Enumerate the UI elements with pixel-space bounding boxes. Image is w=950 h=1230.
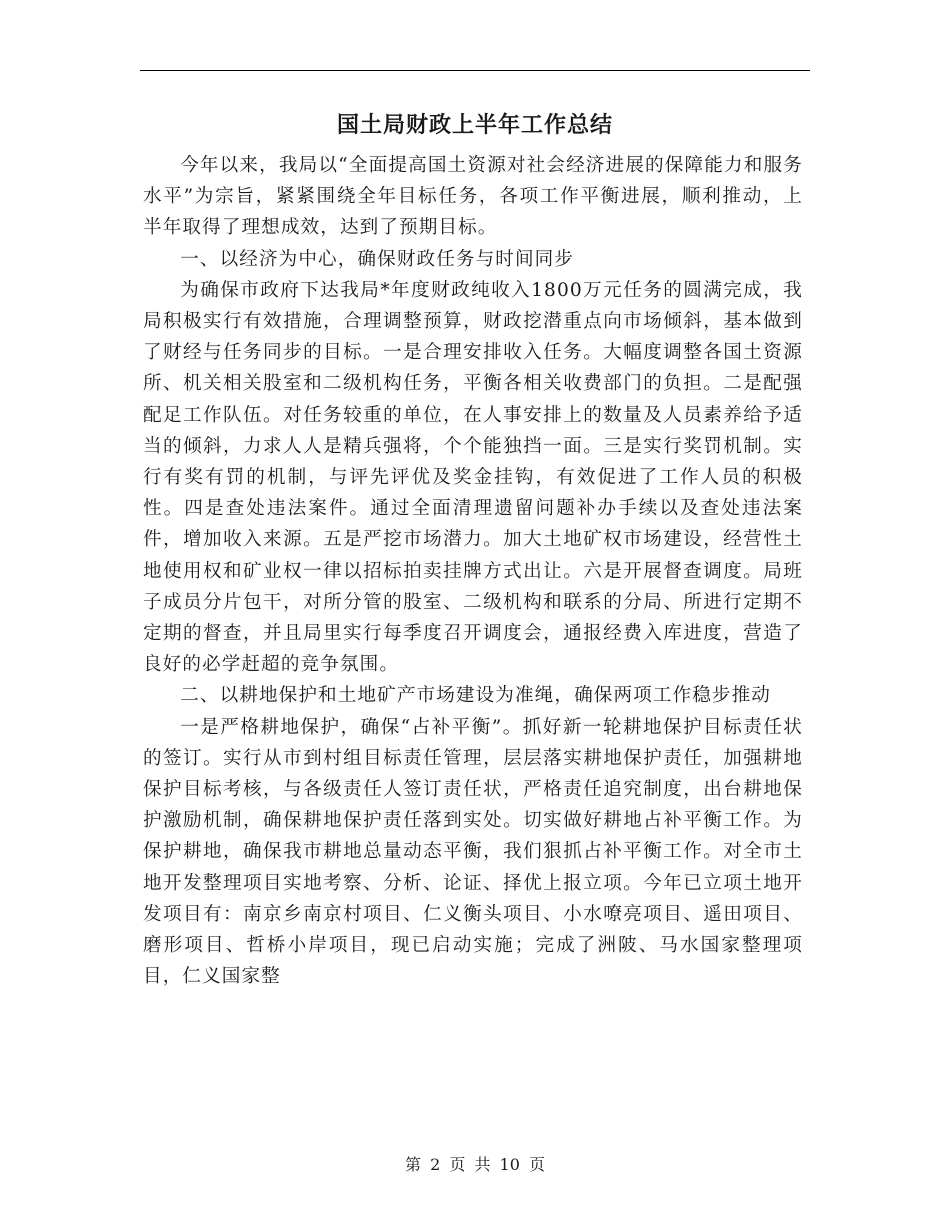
section-2-paragraph: 一是严格耕地保护，确保“占补平衡”。抓好新一轮耕地保护目标责任状的签订。实行从市到村组目标责任管理，层层落实耕地保护责任，加强耕地保护目标考核，与各级责任人签订责任状，严格责任追究制度，出台耕地保护激励机制，确保耕地保护责任落到实处。切实做好耕地占补平衡工作。为保护耕地，确保我市耕地总量动态平衡，我们狠抓占补平衡工作。对全市土地开发整理项目实地考察、分析、论证、择优上报立项。今年已立项土地开发项目有：南京乡南京村项目、仁义衡头项目、小水嘹亮项目、遥田项目、磨形项目、哲桥小岸项目，现已启动实施；完成了洲陂、马水国家整理项目，仁义国家整 <box>143 716 803 988</box>
page-number-footer: 第 2 页 共 10 页 <box>405 1155 545 1174</box>
document-body <box>143 150 803 992</box>
section-1-paragraph: 为确保市政府下达我局*年度财政纯收入1800万元任务的圆满完成，我局积极实行有效措施，合理调整预算，财政挖潜重点向市场倾斜，基本做到了财经与任务同步的目标。一是合理安排收入任务。大幅度调整各国土资源所、机关相关股室和二级机构任务，平衡各相关收费部门的负担。二是配强配足工作队伍。对任务较重的单位，在人事安排上的数量及人员素养给予适当的倾斜，力求人人是精兵强将，个个能独挡一面。三是实行奖罚机制。实行有奖有罚的机制，与评先评优及奖金挂钩，有效促进了工作人员的积极性。四是查处违法案件。通过全面清理遗留问题补办手续以及查处违法案件，增加收入来源。五是严挖市场潜力。加大土地矿权市场建设，经营性土地使用权和矿业权一律以招标拍卖挂牌方式出让。六是开展督查调度。局班子成员分片包干，对所分管的股室、二级机构和联系的分局、所进行定期不定期的督查，并且局里实行每季度召开调度会，通报经费入库进度，营造了良好的必学赶超的竞争氛围。 <box>143 279 803 676</box>
header-rule <box>140 70 810 71</box>
section-heading-1: 一、以经济为中心，确保财政任务与时间同步 <box>180 248 575 270</box>
section-heading-2: 二、以耕地保护和土地矿产市场建设为准绳，确保两项工作稳步推动 <box>180 685 772 707</box>
page-title: 国土局财政上半年工作总结 <box>336 112 613 138</box>
intro-paragraph: 今年以来，我局以“全面提高国土资源对社会经济进展的保障能力和服务水平”为宗旨，紧紧围绕全年目标任务，各项工作平衡进展，顺利推动，上半年取得了理想成效，达到了预期目标。 <box>143 155 803 239</box>
